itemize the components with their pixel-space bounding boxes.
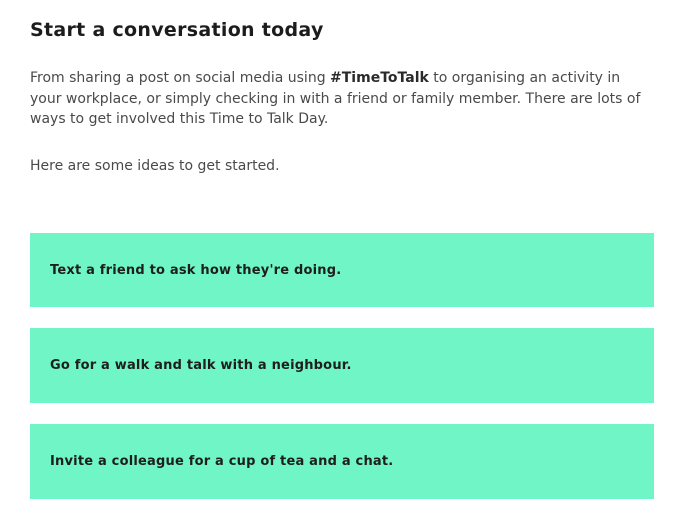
intro-paragraph xyxy=(30,68,645,130)
idea-card-label: Text a friend to ask how they're doing. xyxy=(50,262,342,278)
intro-text-end: to organising an activity in your workplace, or simply checking in with a friend or family member. There are lots of ways to get involved this Time to Talk Day. xyxy=(30,70,641,127)
idea-card-label: Go for a walk and talk with a neighbour. xyxy=(50,358,352,373)
idea-card-walk-neighbour[interactable] xyxy=(30,328,654,403)
section-heading: Start a conversation today xyxy=(30,19,324,41)
intro-text-start: From sharing a post on social media using xyxy=(30,70,331,86)
idea-card-label: Invite a colleague for a cup of tea and a chat. xyxy=(50,454,394,469)
idea-card-colleague-tea[interactable] xyxy=(30,424,654,499)
ideas-intro-text: Here are some ideas to get started. xyxy=(30,158,280,174)
hashtag-time-to-talk: #TimeToTalk xyxy=(330,70,429,86)
idea-card-text-friend[interactable] xyxy=(30,233,654,307)
